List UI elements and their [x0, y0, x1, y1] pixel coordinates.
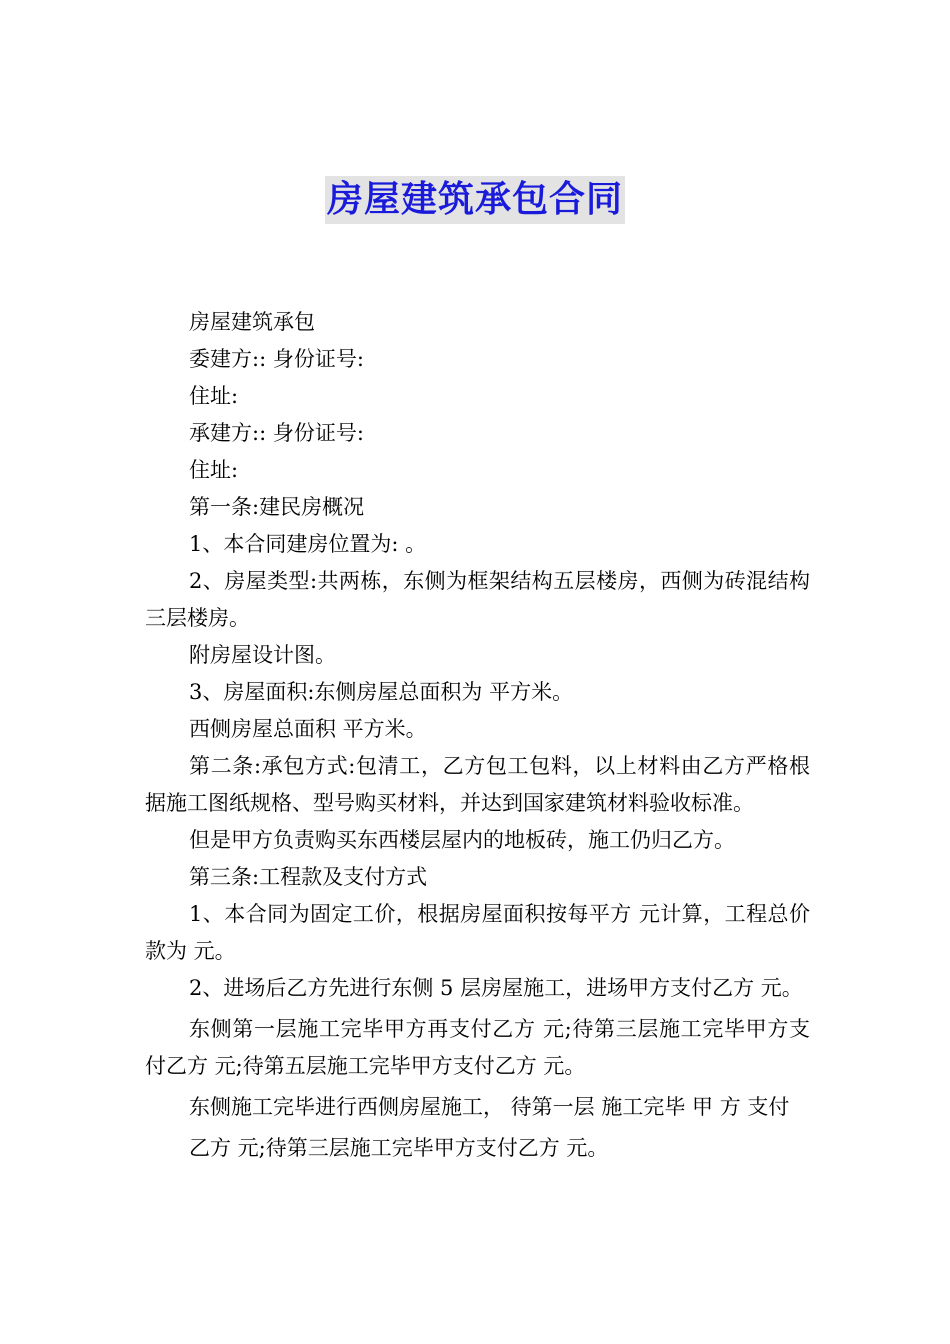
paragraph-entry-payment: 2、进场后乙方先进行东侧 5 层房屋施工，进场甲方支付乙方 元。 [189, 976, 803, 1000]
document-title: 房屋建筑承包合同 [325, 176, 625, 224]
paragraph-house-type: 2、房屋类型:共两栋，东侧为框架结构五层楼房，西侧为砖混结构 三层楼房。 [145, 569, 810, 630]
paragraph-article-3: 第三条:工程款及支付方式 [189, 865, 428, 889]
paragraph-client: 委建方:: 身份证号: [189, 347, 364, 371]
paragraph-article-1: 第一条:建民房概况 [189, 495, 365, 519]
paragraph-west-area: 西侧房屋总面积 平方米。 [189, 717, 427, 741]
document-body [145, 304, 810, 1167]
paragraph-contractor: 承建方:: 身份证号: [189, 421, 364, 445]
paragraph-contractor-address: 住址: [189, 458, 239, 482]
paragraph-client-address: 住址: [189, 384, 239, 408]
paragraph-article-2: 第二条:承包方式:包清工，乙方包工包料，以上材料由乙方严格根据施工图纸规格、型号购买材料，并达到国家建筑材料验收标准。 [145, 754, 810, 815]
paragraph-design-drawing: 附房屋设计图。 [189, 643, 336, 667]
paragraph-location: 1、本合同建房位置为: 。 [189, 532, 427, 556]
title-container [0, 176, 950, 224]
paragraph-east-area: 3、房屋面积:东侧房屋总面积为 平方米。 [189, 680, 574, 704]
paragraph-east-payments: 东侧第一层施工完毕甲方再支付乙方 元;待第三层施工完毕甲方支付乙方 元;待第五层施工完毕甲方支付乙方 元。 [145, 1017, 810, 1078]
paragraph-floor-tiles: 但是甲方负责购买东西楼层屋内的地板砖，施工仍归乙方。 [189, 828, 735, 852]
paragraph-west-construction: 东侧施工完毕进行西侧房屋施工， 待第一层 施工完毕 甲 方 支付 [189, 1095, 790, 1119]
paragraph-heading: 房屋建筑承包 [189, 310, 315, 334]
paragraph-fixed-price: 1、本合同为固定工价，根据房屋面积按每平方 元计算，工程总价款为 元。 [145, 902, 810, 963]
paragraph-west-payments: 乙方 元;待第三层施工完毕甲方支付乙方 元。 [189, 1136, 609, 1160]
